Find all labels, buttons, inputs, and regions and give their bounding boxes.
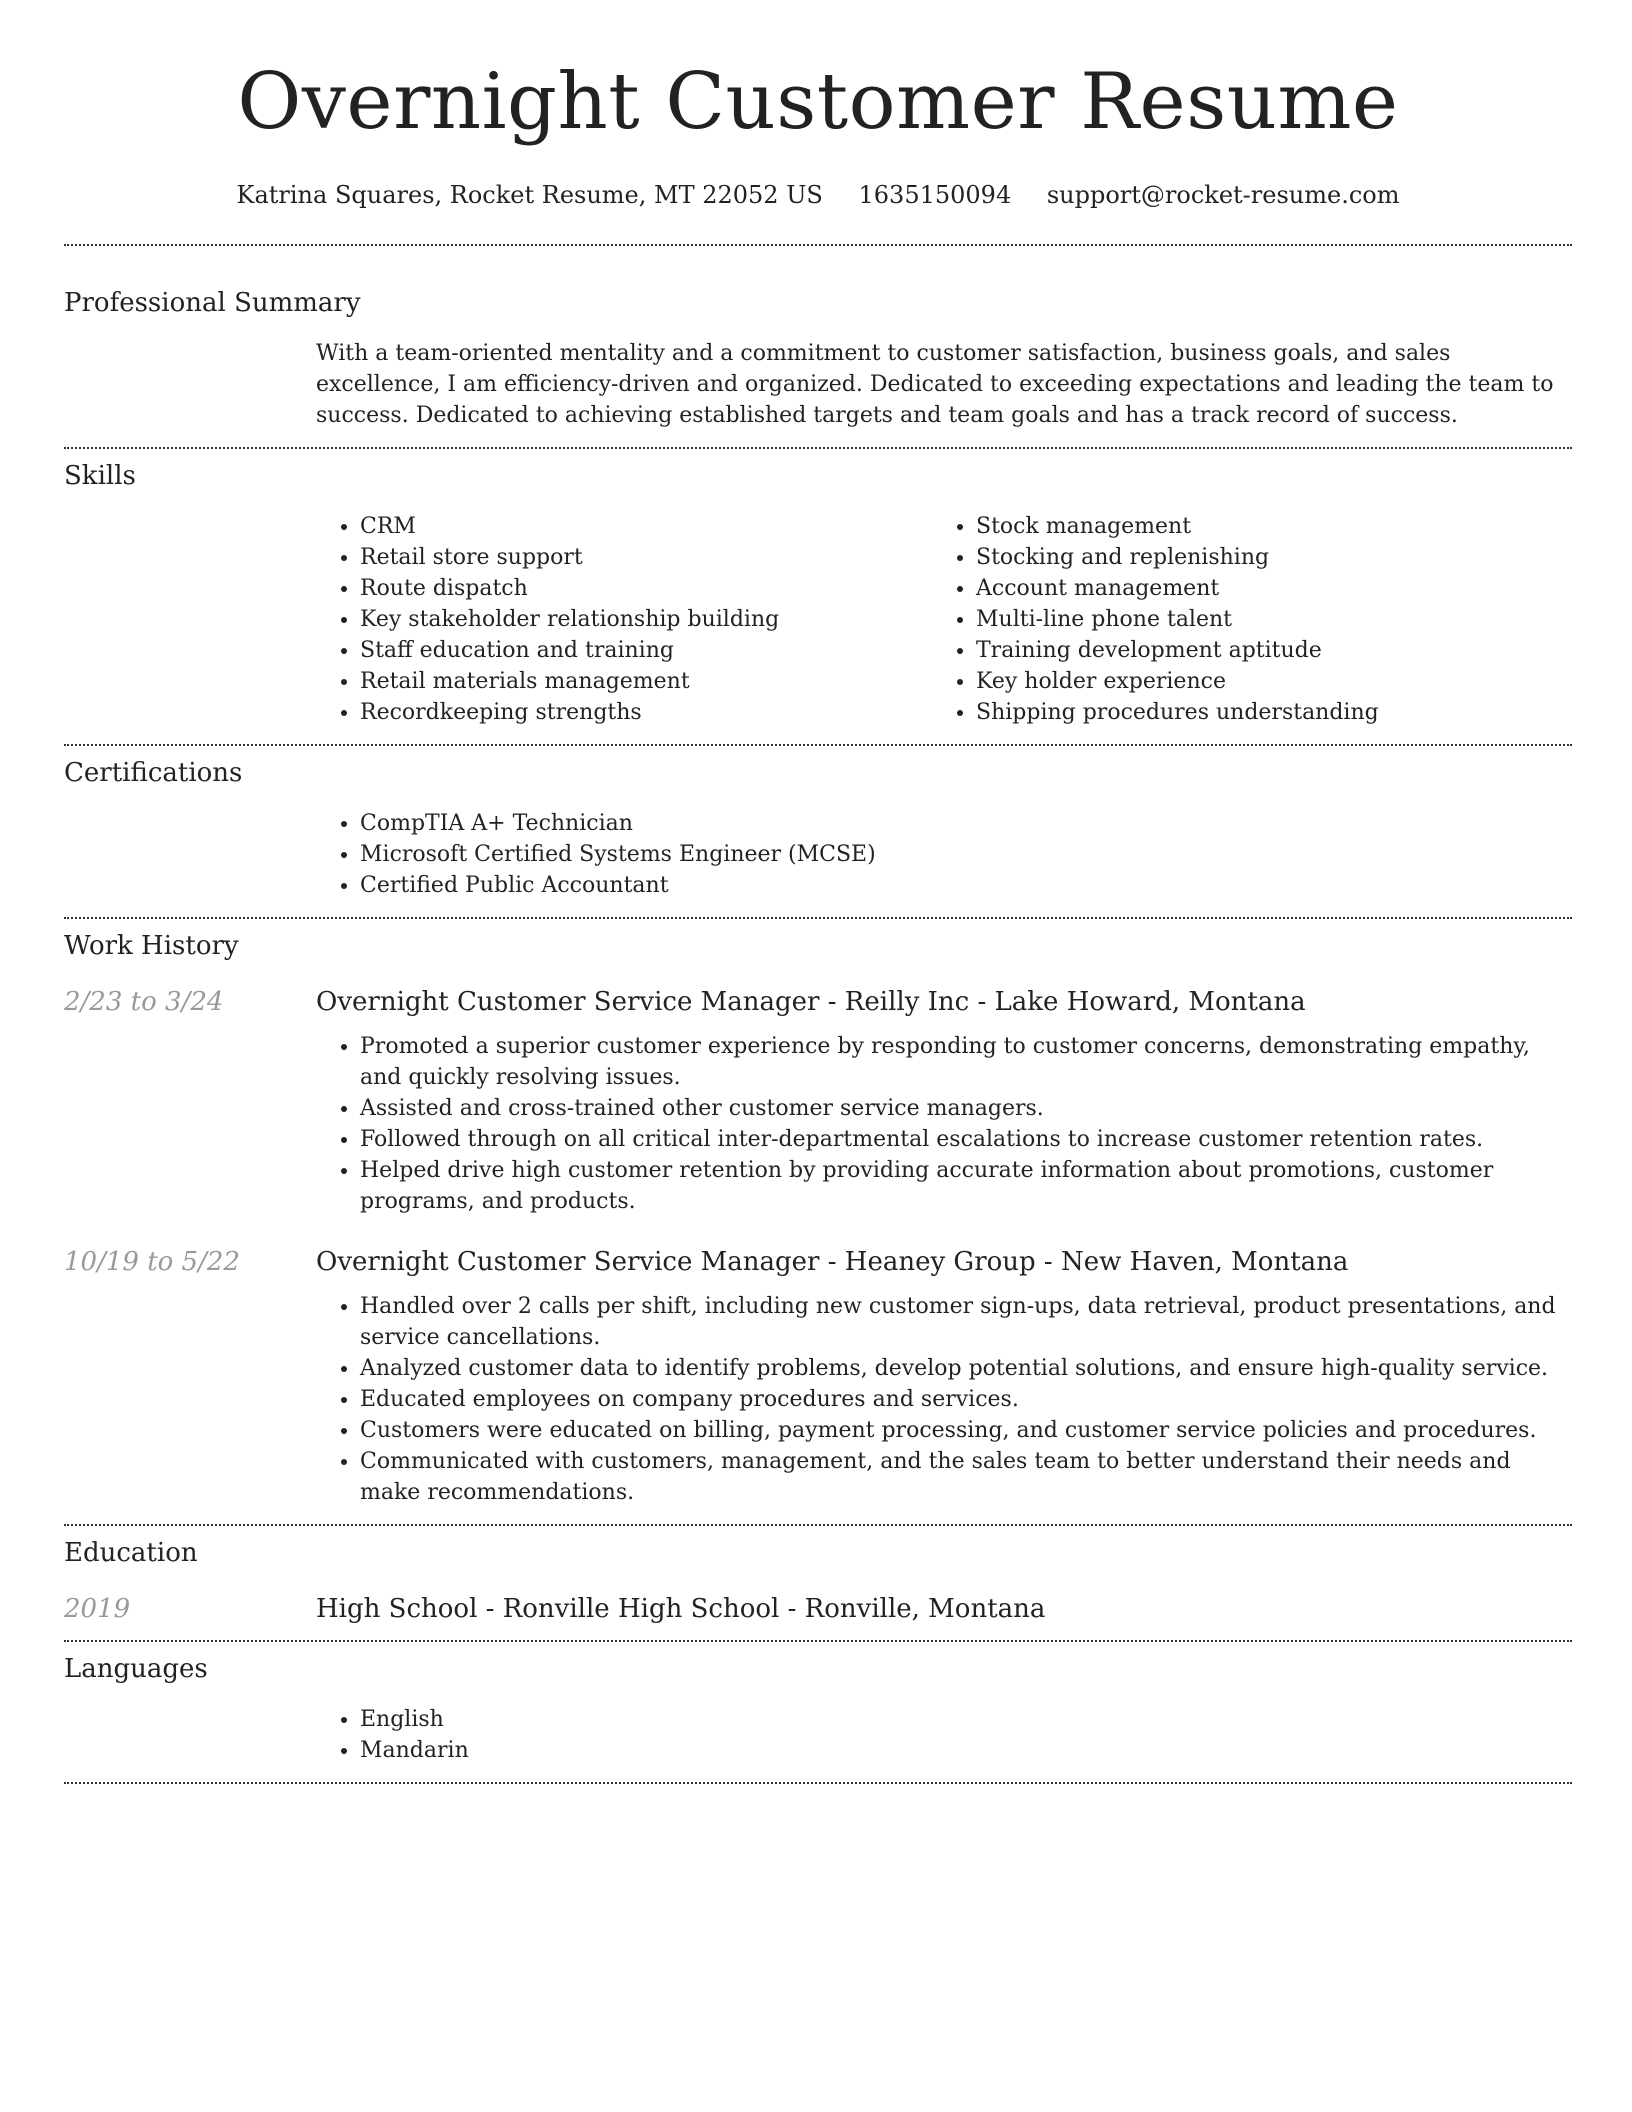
work-heading: Work History [64,931,239,961]
skills-heading: Skills [64,461,136,491]
job-header [64,1247,1572,1277]
skill-item: • Recordkeeping strengths [360,697,932,728]
education-section [64,1538,1572,1624]
job-bullets [316,1031,1572,1217]
job-title: Overnight Customer Service Manager - Reilly Inc - Lake Howard, Montana [316,987,1306,1017]
work-section [64,931,1572,1508]
languages-section [64,1654,1572,1766]
resume-title: Overnight Customer Resume [237,57,1399,147]
skill-item: • Stock management [976,511,1548,542]
job-bullets [316,1291,1572,1508]
certification-item: • Microsoft Certified Systems Engineer (MCSE) [360,839,1572,870]
contact-phone: 1635150094 [858,181,1012,209]
job-bullet: • Followed through on all critical inter-departmental escalations to increase customer retention rates. [360,1124,1572,1155]
skill-item: • Route dispatch [360,573,932,604]
job-entry [64,987,1572,1217]
certification-item: • CompTIA A+ Technician [360,808,1572,839]
certifications-list [316,808,1572,901]
certification-item: • Certified Public Accountant [360,870,1572,901]
section-divider [64,244,1572,246]
section-divider [64,1524,1572,1526]
job-bullet: • Assisted and cross-trained other customer service managers. [360,1093,1572,1124]
contact-email: support@rocket-resume.com [1046,181,1400,209]
job-bullet: • Promoted a superior customer experience by responding to customer concerns, demonstrating empathy, and quickly resolving issues. [360,1031,1572,1093]
job-bullet: • Handled over 2 calls per shift, including new customer sign-ups, data retrieval, product presentations, and service cancellations. [360,1291,1572,1353]
skill-item: • Multi-line phone talent [976,604,1548,635]
skill-item: • Shipping procedures understanding [976,697,1548,728]
skill-item: • Training development aptitude [976,635,1548,666]
skill-item: • Staff education and training [360,635,932,666]
skill-item: • Key stakeholder relationship building [360,604,932,635]
certifications-section [64,758,1572,901]
education-heading: Education [64,1538,198,1568]
skills-column-right [932,511,1548,728]
skill-item: • Account management [976,573,1548,604]
job-bullet: • Educated employees on company procedures and services. [360,1384,1572,1415]
job-bullet: • Customers were educated on billing, payment processing, and customer service policies and procedures. [360,1415,1572,1446]
contact-line [64,178,1572,212]
section-divider [64,1640,1572,1642]
section-divider [64,1782,1572,1784]
skill-item: • Stocking and replenishing [976,542,1548,573]
education-entry [64,1594,1572,1624]
skill-item: • Key holder experience [976,666,1548,697]
job-header [64,987,1572,1017]
summary-heading: Professional Summary [64,288,361,318]
summary-text: With a team-oriented mentality and a commitment to customer satisfaction, business goals, and sales excellence, I am efficiency-driven and organized. Dedicated to exceeding expectations and leading the team to success. Dedicated to achieving established targets and team goals and has a track record of success. [316,341,1554,428]
language-item: • English [360,1704,1572,1735]
skills-column-left [316,511,932,728]
job-bullet: • Communicated with customers, management, and the sales team to better understand their needs and make recommendations. [360,1446,1572,1508]
job-date: 2/23 to 3/24 [64,987,224,1017]
section-divider [64,744,1572,746]
section-divider [64,917,1572,919]
job-date: 10/19 to 5/22 [64,1247,240,1277]
skill-item: • Retail store support [360,542,932,573]
education-date: 2019 [64,1594,131,1624]
job-title: Overnight Customer Service Manager - Heaney Group - New Haven, Montana [316,1247,1349,1277]
languages-list [316,1704,1572,1766]
skill-item: • CRM [360,511,932,542]
resume-page [64,0,1572,1784]
skills-section [64,461,1572,728]
skill-item: • Retail materials management [360,666,932,697]
section-divider [64,447,1572,449]
education-school: High School - Ronville High School - Ronville, Montana [316,1594,1046,1624]
language-item: • Mandarin [360,1735,1572,1766]
summary-section [64,288,1572,431]
job-bullet: • Helped drive high customer retention by providing accurate information about promotions, customer programs, and products. [360,1155,1572,1217]
skills-columns [316,511,1572,728]
languages-heading: Languages [64,1654,208,1684]
contact-address: Katrina Squares, Rocket Resume, MT 22052 US [236,181,823,209]
job-bullet: • Analyzed customer data to identify problems, develop potential solutions, and ensure high-quality service. [360,1353,1572,1384]
job-entry [64,1247,1572,1508]
certifications-heading: Certifications [64,758,243,788]
